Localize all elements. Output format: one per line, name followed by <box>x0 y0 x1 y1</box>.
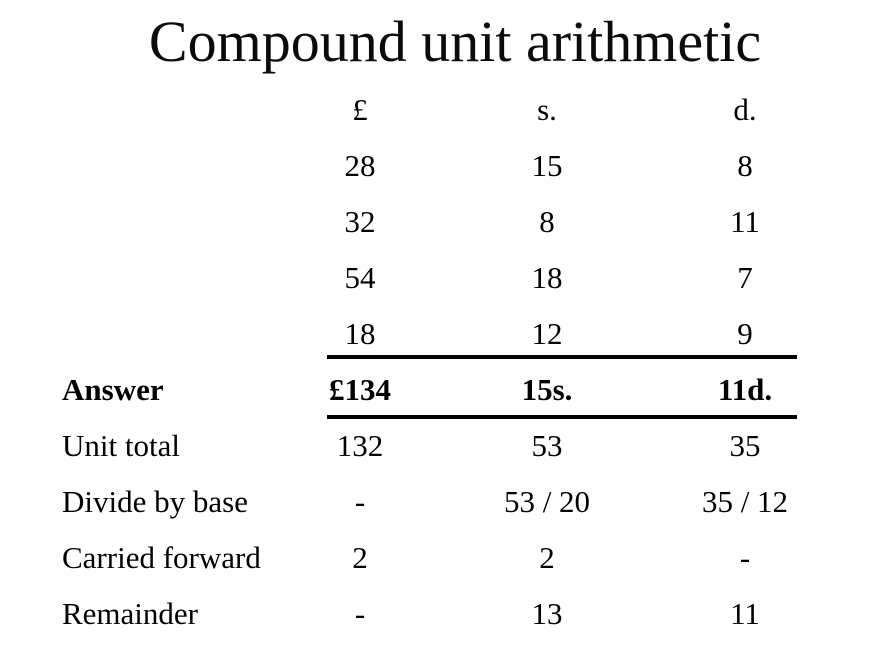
cell-shillings: 13 <box>531 596 563 631</box>
cell-pounds: 132 <box>336 428 384 463</box>
cell-shillings: 12 <box>531 316 563 351</box>
cell-pence: 11 <box>730 204 760 239</box>
answer-cell-pence: 11d. <box>717 372 773 407</box>
cell-pence: 7 <box>737 260 753 295</box>
cell-pence: - <box>739 540 751 575</box>
cell-pence: 8 <box>737 148 753 183</box>
cell-pounds: 54 <box>344 260 376 295</box>
entry-row <box>0 250 878 306</box>
breakdown-row-unit-total <box>0 418 878 474</box>
col-header-pounds: £ <box>352 92 368 127</box>
cell-pounds: - <box>354 484 366 519</box>
row-label: Unit total <box>62 428 180 463</box>
cell-shillings: 53 <box>531 428 563 463</box>
cell-pence: 35 <box>729 428 761 463</box>
cell-shillings: 8 <box>539 204 555 239</box>
entry-row <box>0 194 878 250</box>
breakdown-row-carried-forward <box>0 530 878 586</box>
breakdown-row-remainder <box>0 586 878 642</box>
answer-cell-shillings: 15s. <box>521 372 573 407</box>
sum-rule <box>327 355 797 359</box>
col-header-pence: d. <box>733 92 757 127</box>
cell-shillings: 2 <box>539 540 555 575</box>
header-row <box>0 82 878 138</box>
row-label: Divide by base <box>62 484 248 519</box>
cell-shillings: 15 <box>531 148 563 183</box>
row-label: Carried forward <box>62 540 261 575</box>
cell-shillings: 18 <box>531 260 563 295</box>
entry-row <box>0 138 878 194</box>
cell-pounds: 28 <box>344 148 376 183</box>
entry-row <box>0 306 878 362</box>
col-header-shillings: s. <box>537 92 557 127</box>
cell-shillings: 53 / 20 <box>503 484 591 519</box>
cell-pounds: 18 <box>344 316 376 351</box>
breakdown-row-divide-by-base <box>0 474 878 530</box>
page-title: Compound unit arithmetic <box>148 9 762 74</box>
cell-pence: 35 / 12 <box>701 484 789 519</box>
cell-pence: 9 <box>737 316 753 351</box>
cell-pounds: - <box>354 596 366 631</box>
row-label: Remainder <box>62 596 199 631</box>
answer-cell-pounds: £134 <box>329 372 391 407</box>
answer-label: Answer <box>62 372 164 407</box>
cell-pounds: 2 <box>352 540 368 575</box>
cell-pence: 11 <box>730 596 760 631</box>
cell-pounds: 32 <box>344 204 376 239</box>
answer-row <box>0 362 878 418</box>
